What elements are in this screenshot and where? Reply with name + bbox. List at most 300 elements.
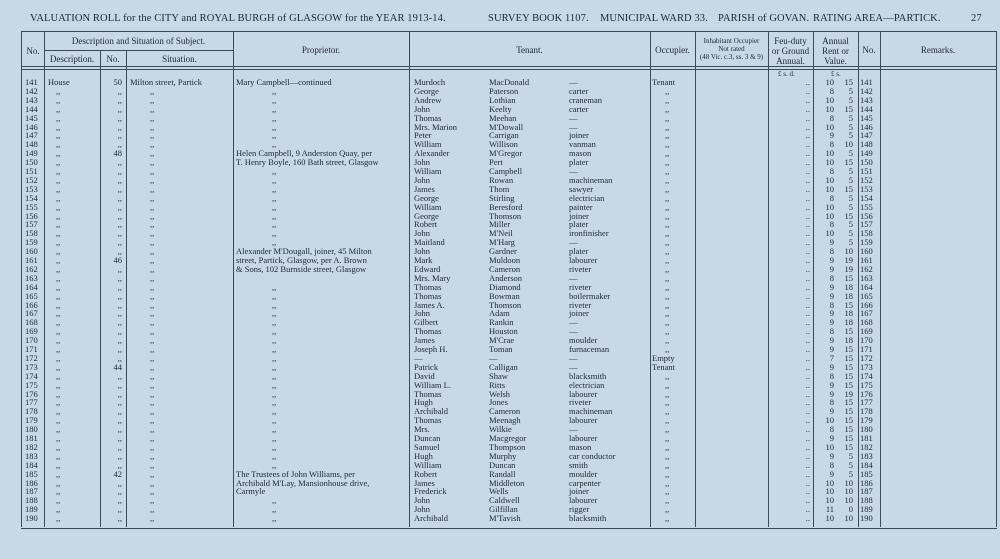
tenant-surname: MacDonald — [489, 77, 530, 87]
entry-street-number: ,, — [117, 504, 122, 515]
tenant-occupation: plater — [569, 219, 589, 230]
entry-proprietor: ,, — [272, 397, 277, 408]
proprietor-line: & Sons, 102 Burnside street, Glasgow — [236, 263, 367, 274]
entry-occupier: ,, — [665, 263, 670, 274]
tenant-occupation: boilermaker — [569, 290, 611, 301]
entry-proprietor: ,, — [272, 192, 277, 203]
entry-description: ,, — [56, 183, 61, 194]
tenant-first-name: Patrick — [414, 361, 439, 372]
header-tenant: Tenant. — [516, 45, 543, 55]
rent-pounds: 9 — [829, 388, 834, 399]
tenant-surname: M'Harg — [489, 237, 515, 248]
entry-feu-duty: .. — [805, 415, 810, 426]
header-feu-line2: or Ground — [771, 46, 810, 56]
entry-situation: ,, — [150, 201, 155, 212]
entry-number-right: 173 — [860, 361, 873, 372]
entry-number: 176 — [25, 388, 38, 399]
rent-pounds: 10 — [825, 513, 834, 524]
entry-description: ,, — [56, 415, 61, 426]
rent-pounds: 8 — [829, 139, 834, 150]
entry-street-number: ,, — [117, 433, 122, 443]
entry-proprietor: ,, — [272, 201, 277, 212]
header-no-right: No. — [862, 45, 876, 55]
tenant-surname: Toman — [489, 344, 513, 354]
entry-street-number: ,, — [117, 201, 122, 212]
entry-description: ,, — [56, 237, 61, 248]
tenant-surname: Miller — [489, 219, 511, 230]
entry-occupier: ,, — [665, 388, 670, 399]
tenant-occupation: riveter — [569, 299, 592, 310]
entry-number-right: 148 — [860, 139, 873, 150]
entry-number-right: 166 — [860, 299, 873, 310]
entry-situation: ,, — [150, 513, 155, 524]
header-no: No. — [26, 46, 40, 56]
entry-description: ,, — [56, 210, 61, 221]
entry-number: 175 — [25, 379, 38, 390]
tenant-occupation: moulder — [569, 468, 598, 479]
entry-proprietor: ,, — [272, 513, 277, 524]
entry-occupier: ,, — [665, 139, 670, 150]
tenant-first-name: George — [414, 210, 439, 221]
entry-feu-duty: .. — [805, 477, 810, 488]
entry-feu-duty: .. — [805, 219, 810, 230]
rent-shillings: 15 — [844, 424, 853, 435]
entry-description: ,, — [56, 468, 61, 479]
entry-number: 152 — [25, 174, 38, 185]
tenant-occupation: plater — [569, 157, 589, 168]
proprietor-line: Carmyle — [236, 486, 266, 497]
parish: PARISH of GOVAN. — [718, 13, 810, 24]
entry-number-right: 155 — [860, 201, 873, 212]
rent-shillings: 15 — [844, 370, 853, 381]
entry-situation: ,, — [150, 441, 155, 452]
tenant-first-name: John — [414, 504, 431, 515]
entry-feu-duty: .. — [805, 281, 810, 292]
rent-pounds: 8 — [829, 459, 834, 470]
entry-occupier: ,, — [665, 201, 670, 212]
entry-street-number: ,, — [117, 317, 122, 328]
entry-feu-duty: .. — [805, 335, 810, 346]
tenant-occupation: — — [569, 77, 578, 87]
entry-number: 164 — [25, 281, 38, 292]
entry-number-right: 187 — [860, 486, 873, 497]
entry-description: House — [48, 77, 70, 87]
entry-proprietor: ,, — [272, 228, 277, 239]
entry-proprietor: ,, — [272, 459, 277, 470]
header-number: No. — [106, 54, 120, 64]
header-inhabitant-line3: (48 Vic. c.3, ss. 3 & 9) — [699, 53, 764, 61]
entry-situation: ,, — [150, 504, 155, 515]
tenant-first-name: William L. — [414, 379, 451, 390]
roll-title: VALUATION ROLL for the CITY and ROYAL BURGH of GLASGOW for the YEAR 1913-14. — [30, 13, 446, 24]
entry-number-right: 149 — [860, 148, 873, 159]
tenant-first-name: Hugh — [414, 397, 433, 408]
entry-situation: Milton street, Partick — [130, 77, 203, 87]
entry-situation: ,, — [150, 299, 155, 310]
entry-number-right: 183 — [860, 450, 873, 461]
rent-shillings: 15 — [844, 415, 853, 426]
entry-description: ,, — [56, 272, 61, 283]
tenant-first-name: Mrs. Marion — [414, 121, 457, 132]
entry-number: 150 — [25, 157, 38, 168]
entry-occupier: ,, — [665, 459, 670, 470]
entry-feu-duty: .. — [805, 210, 810, 221]
tenant-first-name: Gilbert — [414, 317, 439, 328]
tenant-surname: Gilfillan — [489, 504, 518, 515]
rent-shillings: 5 — [848, 85, 853, 96]
entry-occupier: ,, — [665, 513, 670, 524]
tenant-occupation: labourer — [569, 415, 598, 426]
rent-pounds: 10 — [825, 477, 834, 488]
rent-shillings: 15 — [844, 103, 853, 114]
rent-pounds: 9 — [829, 317, 834, 328]
rent-pounds: 9 — [829, 255, 834, 265]
entry-number: 167 — [25, 308, 38, 319]
entry-feu-duty: .. — [805, 433, 810, 443]
rent-shillings: 5 — [848, 228, 853, 239]
entry-occupier: ,, — [665, 174, 670, 185]
rent-shillings: 15 — [844, 406, 853, 417]
entry-number: 159 — [25, 237, 38, 248]
page-number: 27 — [971, 13, 982, 24]
entry-number: 153 — [25, 183, 38, 194]
rent-pounds: 10 — [825, 486, 834, 497]
entry-occupier: Empty — [652, 352, 675, 363]
entry-situation: ,, — [150, 255, 155, 265]
entry-feu-duty: .. — [805, 237, 810, 248]
entry-feu-duty: .. — [805, 486, 810, 497]
entry-number-right: 167 — [860, 308, 873, 319]
rent-shillings: 10 — [844, 477, 853, 488]
entry-description: ,, — [56, 121, 61, 132]
tenant-surname: Beresford — [489, 201, 523, 212]
entry-street-number: ,, — [117, 379, 122, 390]
tenant-first-name: Alexander — [414, 148, 450, 159]
proprietor-line: Alexander M'Dougall, joiner, 45 Milton — [236, 246, 372, 257]
tenant-first-name: John — [414, 103, 431, 114]
entry-number: 183 — [25, 450, 38, 461]
entry-description: ,, — [56, 290, 61, 301]
entry-number: 180 — [25, 424, 38, 435]
rent-shillings: 10 — [844, 246, 853, 257]
tenant-surname: Campbell — [489, 166, 523, 176]
entry-number: 151 — [25, 166, 38, 176]
entry-street-number: ,, — [117, 495, 122, 506]
entry-proprietor: ,, — [272, 174, 277, 185]
entry-proprietor: ,, — [272, 450, 277, 461]
entry-feu-duty: .. — [805, 352, 810, 363]
entry-description: ,, — [56, 406, 61, 417]
entry-feu-duty: .. — [805, 263, 810, 274]
tenant-first-name: Thomas — [414, 112, 442, 123]
entry-feu-duty: .. — [805, 246, 810, 257]
entry-number: 147 — [25, 130, 38, 141]
entry-occupier: ,, — [665, 219, 670, 230]
entry-occupier: ,, — [665, 228, 670, 239]
tenant-surname: Cameron — [489, 263, 521, 274]
tenant-surname: Gardner — [489, 246, 517, 257]
entry-situation: ,, — [150, 370, 155, 381]
entry-number: 163 — [25, 272, 38, 283]
entry-proprietor: ,, — [272, 415, 277, 426]
header-remarks: Remarks. — [920, 45, 956, 55]
entry-description: ,, — [56, 85, 61, 96]
entry-occupier: ,, — [665, 148, 670, 159]
header-occupier: Occupier. — [655, 45, 690, 55]
entry-description: ,, — [56, 299, 61, 310]
entry-feu-duty: .. — [805, 148, 810, 159]
rent-pounds: 8 — [829, 424, 834, 435]
tenant-first-name: Joseph H. — [414, 344, 448, 354]
tenant-occupation: blacksmith — [569, 370, 607, 381]
tenant-occupation: riveter — [569, 281, 592, 292]
entry-description: ,, — [56, 352, 61, 363]
entry-occupier: ,, — [665, 317, 670, 328]
rent-pounds: 8 — [829, 112, 834, 123]
survey-book: SURVEY BOOK 1107. — [488, 13, 589, 24]
header-rule — [21, 66, 997, 67]
rent-shillings: 5 — [848, 192, 853, 203]
tenant-first-name: George — [414, 85, 439, 96]
tenant-first-name: Murdoch — [414, 77, 446, 87]
tenant-surname: Thomson — [489, 299, 522, 310]
tenant-first-name: Maitland — [414, 237, 445, 248]
tenant-occupation: carter — [569, 103, 589, 114]
entry-proprietor: ,, — [272, 326, 277, 337]
entry-street-number: ,, — [117, 174, 122, 185]
entry-street-number: ,, — [117, 459, 122, 470]
entry-proprietor: ,, — [272, 112, 277, 123]
tenant-occupation: moulder — [569, 335, 598, 346]
entry-feu-duty: .. — [805, 103, 810, 114]
entry-feu-duty: .. — [805, 450, 810, 461]
entry-situation: ,, — [150, 130, 155, 141]
entry-proprietor: ,, — [272, 219, 277, 230]
rent-pounds: 10 — [825, 174, 834, 185]
tenant-first-name: Frederick — [414, 486, 447, 497]
entry-street-number: 48 — [113, 148, 122, 159]
tenant-occupation: machineman — [569, 174, 613, 185]
entry-number: 158 — [25, 228, 38, 239]
entry-street-number: ,, — [117, 388, 122, 399]
entry-feu-duty: .. — [805, 183, 810, 194]
tenant-surname: Randall — [489, 468, 516, 479]
entry-number-right: 146 — [860, 121, 873, 132]
entry-number-right: 150 — [860, 157, 873, 168]
entry-feu-duty: .. — [805, 112, 810, 123]
rent-shillings: 5 — [848, 468, 853, 479]
entry-situation: ,, — [150, 263, 155, 274]
rent-pounds: 8 — [829, 326, 834, 337]
entry-situation: ,, — [150, 157, 155, 168]
entry-description: ,, — [56, 308, 61, 319]
tenant-surname: Thom — [489, 183, 510, 194]
tenant-surname: Rankin — [489, 317, 514, 328]
tenant-surname: Murphy — [489, 450, 517, 461]
tenant-occupation: labourer — [569, 255, 598, 265]
rent-shillings: 5 — [848, 450, 853, 461]
entry-occupier: ,, — [665, 468, 670, 479]
entry-feu-duty: .. — [805, 255, 810, 265]
entry-number: 143 — [25, 94, 38, 105]
entry-feu-duty: .. — [805, 388, 810, 399]
entry-number-right: 141 — [860, 77, 873, 87]
tenant-surname: Paterson — [489, 85, 519, 96]
tenant-occupation: blacksmith — [569, 513, 607, 524]
rent-pounds: 9 — [829, 290, 834, 301]
entry-number: 187 — [25, 486, 38, 497]
entry-description: ,, — [56, 263, 61, 274]
entry-occupier: ,, — [665, 450, 670, 461]
entry-description: ,, — [56, 317, 61, 328]
entry-number-right: 156 — [860, 210, 873, 221]
entry-proprietor: ,, — [272, 139, 277, 150]
entry-occupier: ,, — [665, 210, 670, 221]
rent-pounds: 10 — [825, 103, 834, 114]
entry-street-number: 46 — [113, 255, 122, 265]
entry-street-number: 44 — [113, 361, 122, 372]
tenant-occupation: — — [569, 121, 578, 132]
entry-occupier: ,, — [665, 326, 670, 337]
entry-proprietor: ,, — [272, 504, 277, 515]
header-inhabitant-line2: Not rated — [718, 45, 745, 53]
entry-feu-duty: .. — [805, 308, 810, 319]
tenant-first-name: John — [414, 157, 431, 168]
entry-feu-duty: .. — [805, 272, 810, 283]
entry-occupier: ,, — [665, 486, 670, 497]
tenant-surname: Shaw — [489, 370, 508, 381]
entry-number-right: 176 — [860, 388, 873, 399]
entry-occupier: ,, — [665, 281, 670, 292]
entry-number: 162 — [25, 263, 38, 274]
rent-shillings: 15 — [844, 441, 853, 452]
entry-situation: ,, — [150, 486, 155, 497]
header-rule — [21, 69, 997, 70]
rent-shillings: 19 — [844, 263, 853, 274]
entry-number-right: 162 — [860, 263, 873, 274]
entry-feu-duty: .. — [805, 192, 810, 203]
tenant-first-name: Mrs. Mary — [414, 272, 451, 283]
entry-occupier: ,, — [665, 495, 670, 506]
tenant-surname: Duncan — [489, 459, 516, 470]
entry-number: 185 — [25, 468, 38, 479]
entry-situation: ,, — [150, 415, 155, 426]
rent-shillings: 15 — [844, 344, 853, 354]
entry-street-number: ,, — [117, 326, 122, 337]
entry-proprietor: ,, — [272, 495, 277, 506]
entry-number-right: 142 — [860, 85, 873, 96]
tenant-occupation: plater — [569, 246, 589, 257]
rent-shillings: 5 — [848, 112, 853, 123]
tenant-occupation: — — [569, 361, 578, 372]
tenant-first-name: Robert — [414, 468, 438, 479]
tenant-occupation: — — [569, 166, 578, 176]
entry-feu-duty: .. — [805, 406, 810, 417]
entry-proprietor: ,, — [272, 379, 277, 390]
rating-area: RATING AREA—PARTICK. — [813, 13, 941, 24]
entry-feu-duty: .. — [805, 290, 810, 301]
entry-number: 169 — [25, 326, 38, 337]
entry-proprietor: ,, — [272, 130, 277, 141]
entry-occupier: ,, — [665, 344, 670, 354]
entry-street-number: ,, — [117, 299, 122, 310]
rent-shillings: 15 — [844, 433, 853, 443]
entry-situation: ,, — [150, 272, 155, 283]
entry-number: 165 — [25, 290, 38, 301]
entry-street-number: ,, — [117, 130, 122, 141]
tenant-first-name: John — [414, 495, 431, 506]
rent-shillings: 5 — [848, 201, 853, 212]
entry-number: 154 — [25, 192, 38, 203]
header-annual-rent — [813, 36, 858, 66]
entry-occupier: ,, — [665, 397, 670, 408]
tenant-first-name: Robert — [414, 219, 438, 230]
entry-occupier: ,, — [665, 166, 670, 176]
entry-number: 186 — [25, 477, 38, 488]
tenant-surname: Cameron — [489, 406, 521, 417]
rent-shillings: 18 — [844, 335, 853, 346]
entry-street-number: ,, — [117, 415, 122, 426]
entry-feu-duty: .. — [805, 361, 810, 372]
rent-shillings: 15 — [844, 272, 853, 283]
rent-pounds: 10 — [825, 77, 834, 87]
tenant-occupation: machineman — [569, 406, 613, 417]
rent-pounds: 9 — [829, 379, 834, 390]
tenant-first-name: Thomas — [414, 326, 442, 337]
entry-description: ,, — [56, 174, 61, 185]
rent-shillings: 15 — [844, 157, 853, 168]
entry-number-right: 190 — [860, 513, 873, 524]
tenant-surname: Pert — [489, 157, 503, 168]
entry-number-right: 158 — [860, 228, 873, 239]
entry-number-right: 188 — [860, 495, 873, 506]
tenant-surname: Stirling — [489, 192, 515, 203]
rent-shillings: 18 — [844, 281, 853, 292]
entry-description: ,, — [56, 370, 61, 381]
entry-situation: ,, — [150, 317, 155, 328]
header-description-group: Description and Situation of Subject. — [71, 36, 206, 46]
tenant-first-name: David — [414, 370, 435, 381]
tenant-occupation: mason — [569, 148, 592, 159]
entry-occupier: Tenant — [652, 361, 676, 372]
entry-proprietor: ,, — [272, 281, 277, 292]
rent-shillings: 15 — [844, 299, 853, 310]
entry-description: ,, — [56, 344, 61, 354]
rent-shillings: 5 — [848, 237, 853, 248]
entry-description: ,, — [56, 504, 61, 515]
entry-number: 156 — [25, 210, 38, 221]
entry-number-right: 164 — [860, 281, 873, 292]
rent-shillings: 5 — [848, 130, 853, 141]
rent-shillings: 0 — [848, 504, 853, 515]
entry-street-number: ,, — [117, 281, 122, 292]
entry-number: 168 — [25, 317, 38, 328]
rent-pounds: 9 — [829, 361, 834, 372]
entry-number-right: 154 — [860, 192, 873, 203]
entry-occupier: ,, — [665, 85, 670, 96]
rent-pounds: 10 — [825, 228, 834, 239]
entry-number: 146 — [25, 121, 38, 132]
entry-description: ,, — [56, 326, 61, 337]
header-inhabitant-line1: Inhabitant Occupier — [703, 37, 760, 45]
entry-street-number: ,, — [117, 335, 122, 346]
tenant-occupation: mason — [569, 441, 592, 452]
entry-feu-duty: .. — [805, 379, 810, 390]
tenant-surname: Jones — [489, 397, 508, 408]
entry-description: ,, — [56, 379, 61, 390]
entry-situation: ,, — [150, 326, 155, 337]
entry-occupier: ,, — [665, 308, 670, 319]
